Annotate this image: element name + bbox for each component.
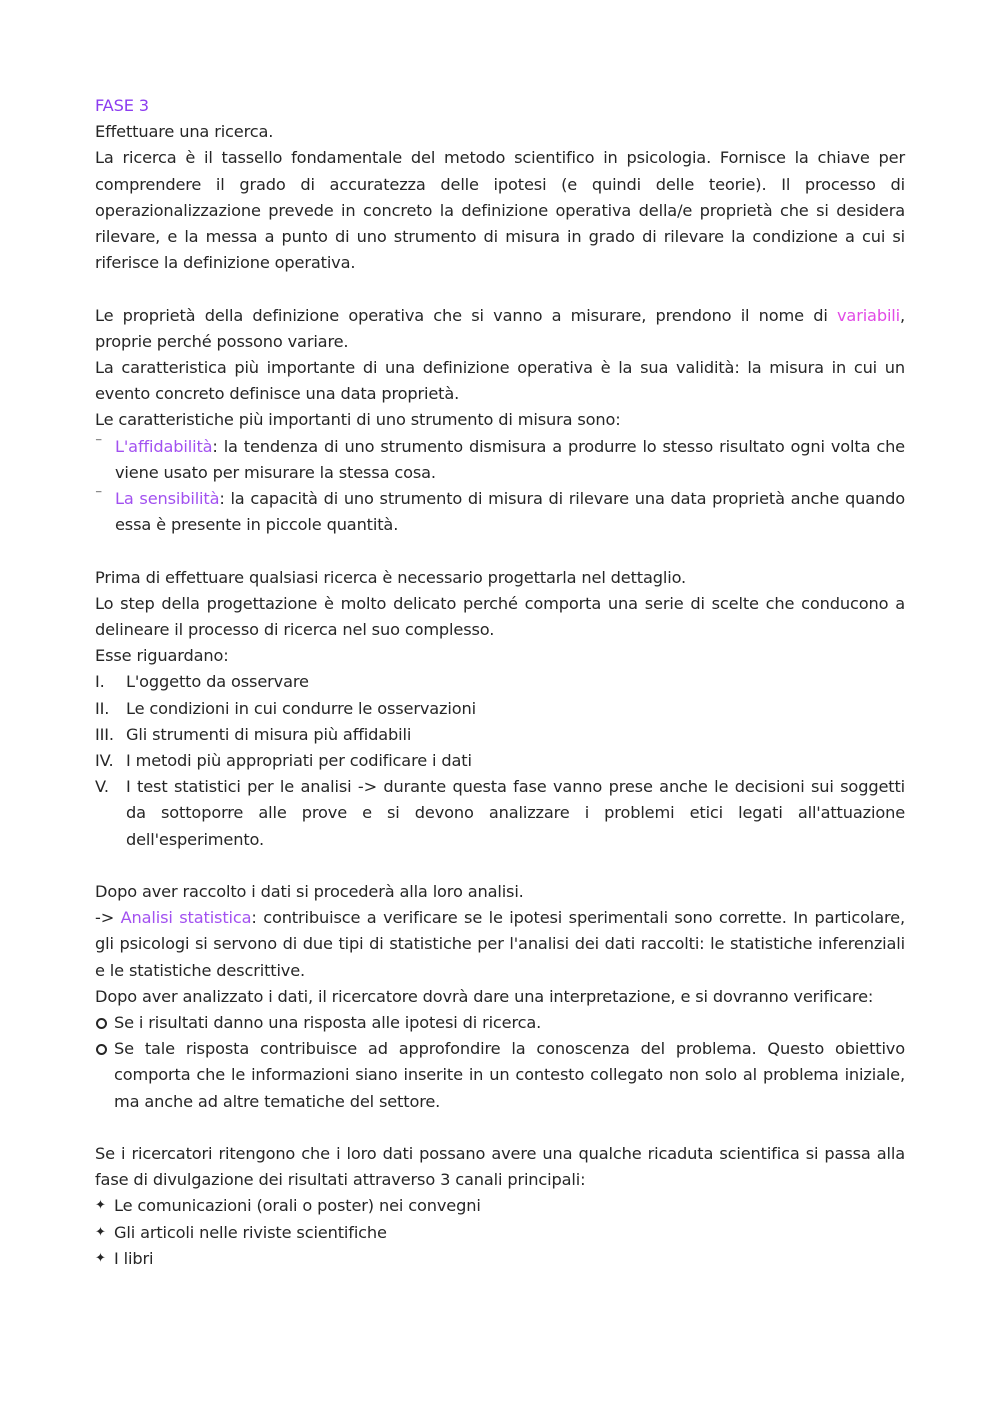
list-item-text: Gli strumenti di misura più affidabili	[126, 724, 412, 744]
analysis-paragraph-3: Dopo aver analizzato i dati, il ricercatore dovrà dare una interpretazione, e si dovranno verificare:	[95, 986, 874, 1006]
list-item-text: Le condizioni in cui condurre le osservazioni	[126, 698, 476, 718]
list-item-number: III.	[95, 724, 114, 744]
list-item	[95, 774, 905, 853]
list-item-text: L'oggetto da osservare	[126, 672, 309, 692]
section-heading: FASE 3	[95, 96, 149, 115]
list-item-text: Le comunicazioni (orali o poster) nei convegni	[114, 1196, 481, 1216]
list-item	[95, 434, 905, 486]
list-item-text: I test statistici per le analisi -> durante questa fase vanno prese anche le decisioni sui soggetti da sottoporre alle prove e si devono analizzare i problemi etici legati all'attuazione dell'esperimento.	[126, 777, 905, 849]
list-item-text: : la capacità di uno strumento di misura di rilevare una data proprietà anche quando essa è presente in piccole quantità.	[115, 489, 905, 535]
list-item-number: IV.	[95, 751, 114, 771]
list-item	[95, 1193, 905, 1219]
analysis-paragraph-1: Dopo aver raccolto i dati si procederà alla loro analisi.	[95, 882, 524, 902]
list-item	[95, 669, 905, 695]
dash-bullet-icon: ⁻	[95, 487, 103, 504]
list-item	[95, 1246, 905, 1272]
intro-title-line: Effettuare una ricerca.	[95, 122, 274, 142]
tool-characteristics-list	[95, 434, 905, 539]
list-item-text: Se tale risposta contribuisce ad approfondire la conoscenza del problema. Questo obiettivo comporta che le informazioni siano inserite in un contesto collegato non solo al problema iniziale, ma anche ad altre tematiche del settore.	[114, 1039, 905, 1111]
list-item-number: V.	[95, 777, 109, 797]
spacer	[95, 853, 905, 879]
validity-paragraph: La caratteristica più importante di una definizione operativa è la sua validità: la misura in cui un evento concreto definisce una data proprietà.	[95, 358, 905, 404]
variables-term: variabili	[837, 305, 900, 325]
list-item	[95, 1010, 905, 1036]
tools-intro: Le caratteristiche più importanti di uno strumento di misura sono:	[95, 410, 621, 430]
circle-bullet-icon	[96, 1018, 107, 1029]
list-item-text: I libri	[114, 1248, 154, 1268]
list-item-number: II.	[95, 698, 110, 718]
variables-paragraph	[95, 303, 905, 355]
design-paragraph-2: Lo step della progettazione è molto delicato perché comporta una serie di scelte che conducono a delineare il processo di ricerca nel suo complesso.	[95, 593, 905, 640]
design-paragraph-1: Prima di effettuare qualsiasi ricerca è necessario progettarla nel dettaglio.	[95, 567, 687, 587]
list-item	[95, 722, 905, 748]
spacer	[95, 538, 905, 564]
spacer	[95, 276, 905, 302]
list-item-term: L'affidabilità	[115, 436, 213, 456]
design-choices-list	[95, 669, 905, 852]
document-page	[95, 93, 905, 1272]
spacer	[95, 1115, 905, 1141]
star-bullet-icon: ✦	[95, 1224, 106, 1240]
dash-bullet-icon: ⁻	[95, 434, 103, 451]
analysis-term: Analisi statistica	[120, 908, 252, 928]
list-item-text: Gli articoli nelle riviste scientifiche	[114, 1222, 387, 1242]
arrow-text: ->	[95, 908, 121, 928]
analysis-text: : contribuisce a verificare se le ipotesi sperimentali sono corrette. In particolare, gli psicologi si servono di due tipi di statistiche per l'analisi dei dati raccolti: le statistiche inferenziali e le statistiche descrittive.	[95, 908, 905, 980]
list-item-number: I.	[95, 672, 105, 692]
list-item	[95, 1220, 905, 1246]
analysis-paragraph-2	[95, 905, 905, 984]
list-item	[95, 486, 905, 538]
list-item-text: I metodi più appropriati per codificare i dati	[126, 751, 472, 771]
list-item	[95, 748, 905, 774]
list-item-text: Se i risultati danno una risposta alle ipotesi di ricerca.	[114, 1013, 542, 1033]
list-item-text: : la tendenza di uno strumento dismisura a produrre lo stesso risultato ogni volta che viene usato per misurare la stessa cosa.	[115, 436, 905, 482]
design-paragraph-3: Esse riguardano:	[95, 646, 229, 666]
circle-bullet-icon	[96, 1044, 107, 1055]
dissemination-paragraph: Se i ricercatori ritengono che i loro dati possano avere una qualche ricaduta scientifica si passa alla fase di divulgazione dei risultati attraverso 3 canali principali:	[95, 1144, 905, 1190]
channels-list	[95, 1193, 905, 1272]
list-item	[95, 1036, 905, 1115]
variables-text-before: Le proprietà della definizione operativa che si vanno a misurare, prendono il nome di	[95, 305, 837, 325]
variables-text-after: , proprie perché possono variare.	[95, 305, 905, 351]
star-bullet-icon: ✦	[95, 1198, 106, 1214]
star-bullet-icon: ✦	[95, 1250, 106, 1266]
list-item-term: La sensibilità	[115, 489, 220, 509]
verification-list	[95, 1010, 905, 1115]
list-item	[95, 696, 905, 722]
intro-paragraph: La ricerca è il tassello fondamentale del metodo scientifico in psicologia. Fornisce la chiave per comprendere il grado di accuratezza delle ipotesi (e quindi delle teorie). Il processo di operazionalizzazione prevede in concreto la definizione operativa della/e proprietà che si desidera rilevare, e la messa a punto di uno strumento di misura in grado di rilevare la condizione a cui si riferisce la definizione operativa.	[95, 148, 905, 273]
